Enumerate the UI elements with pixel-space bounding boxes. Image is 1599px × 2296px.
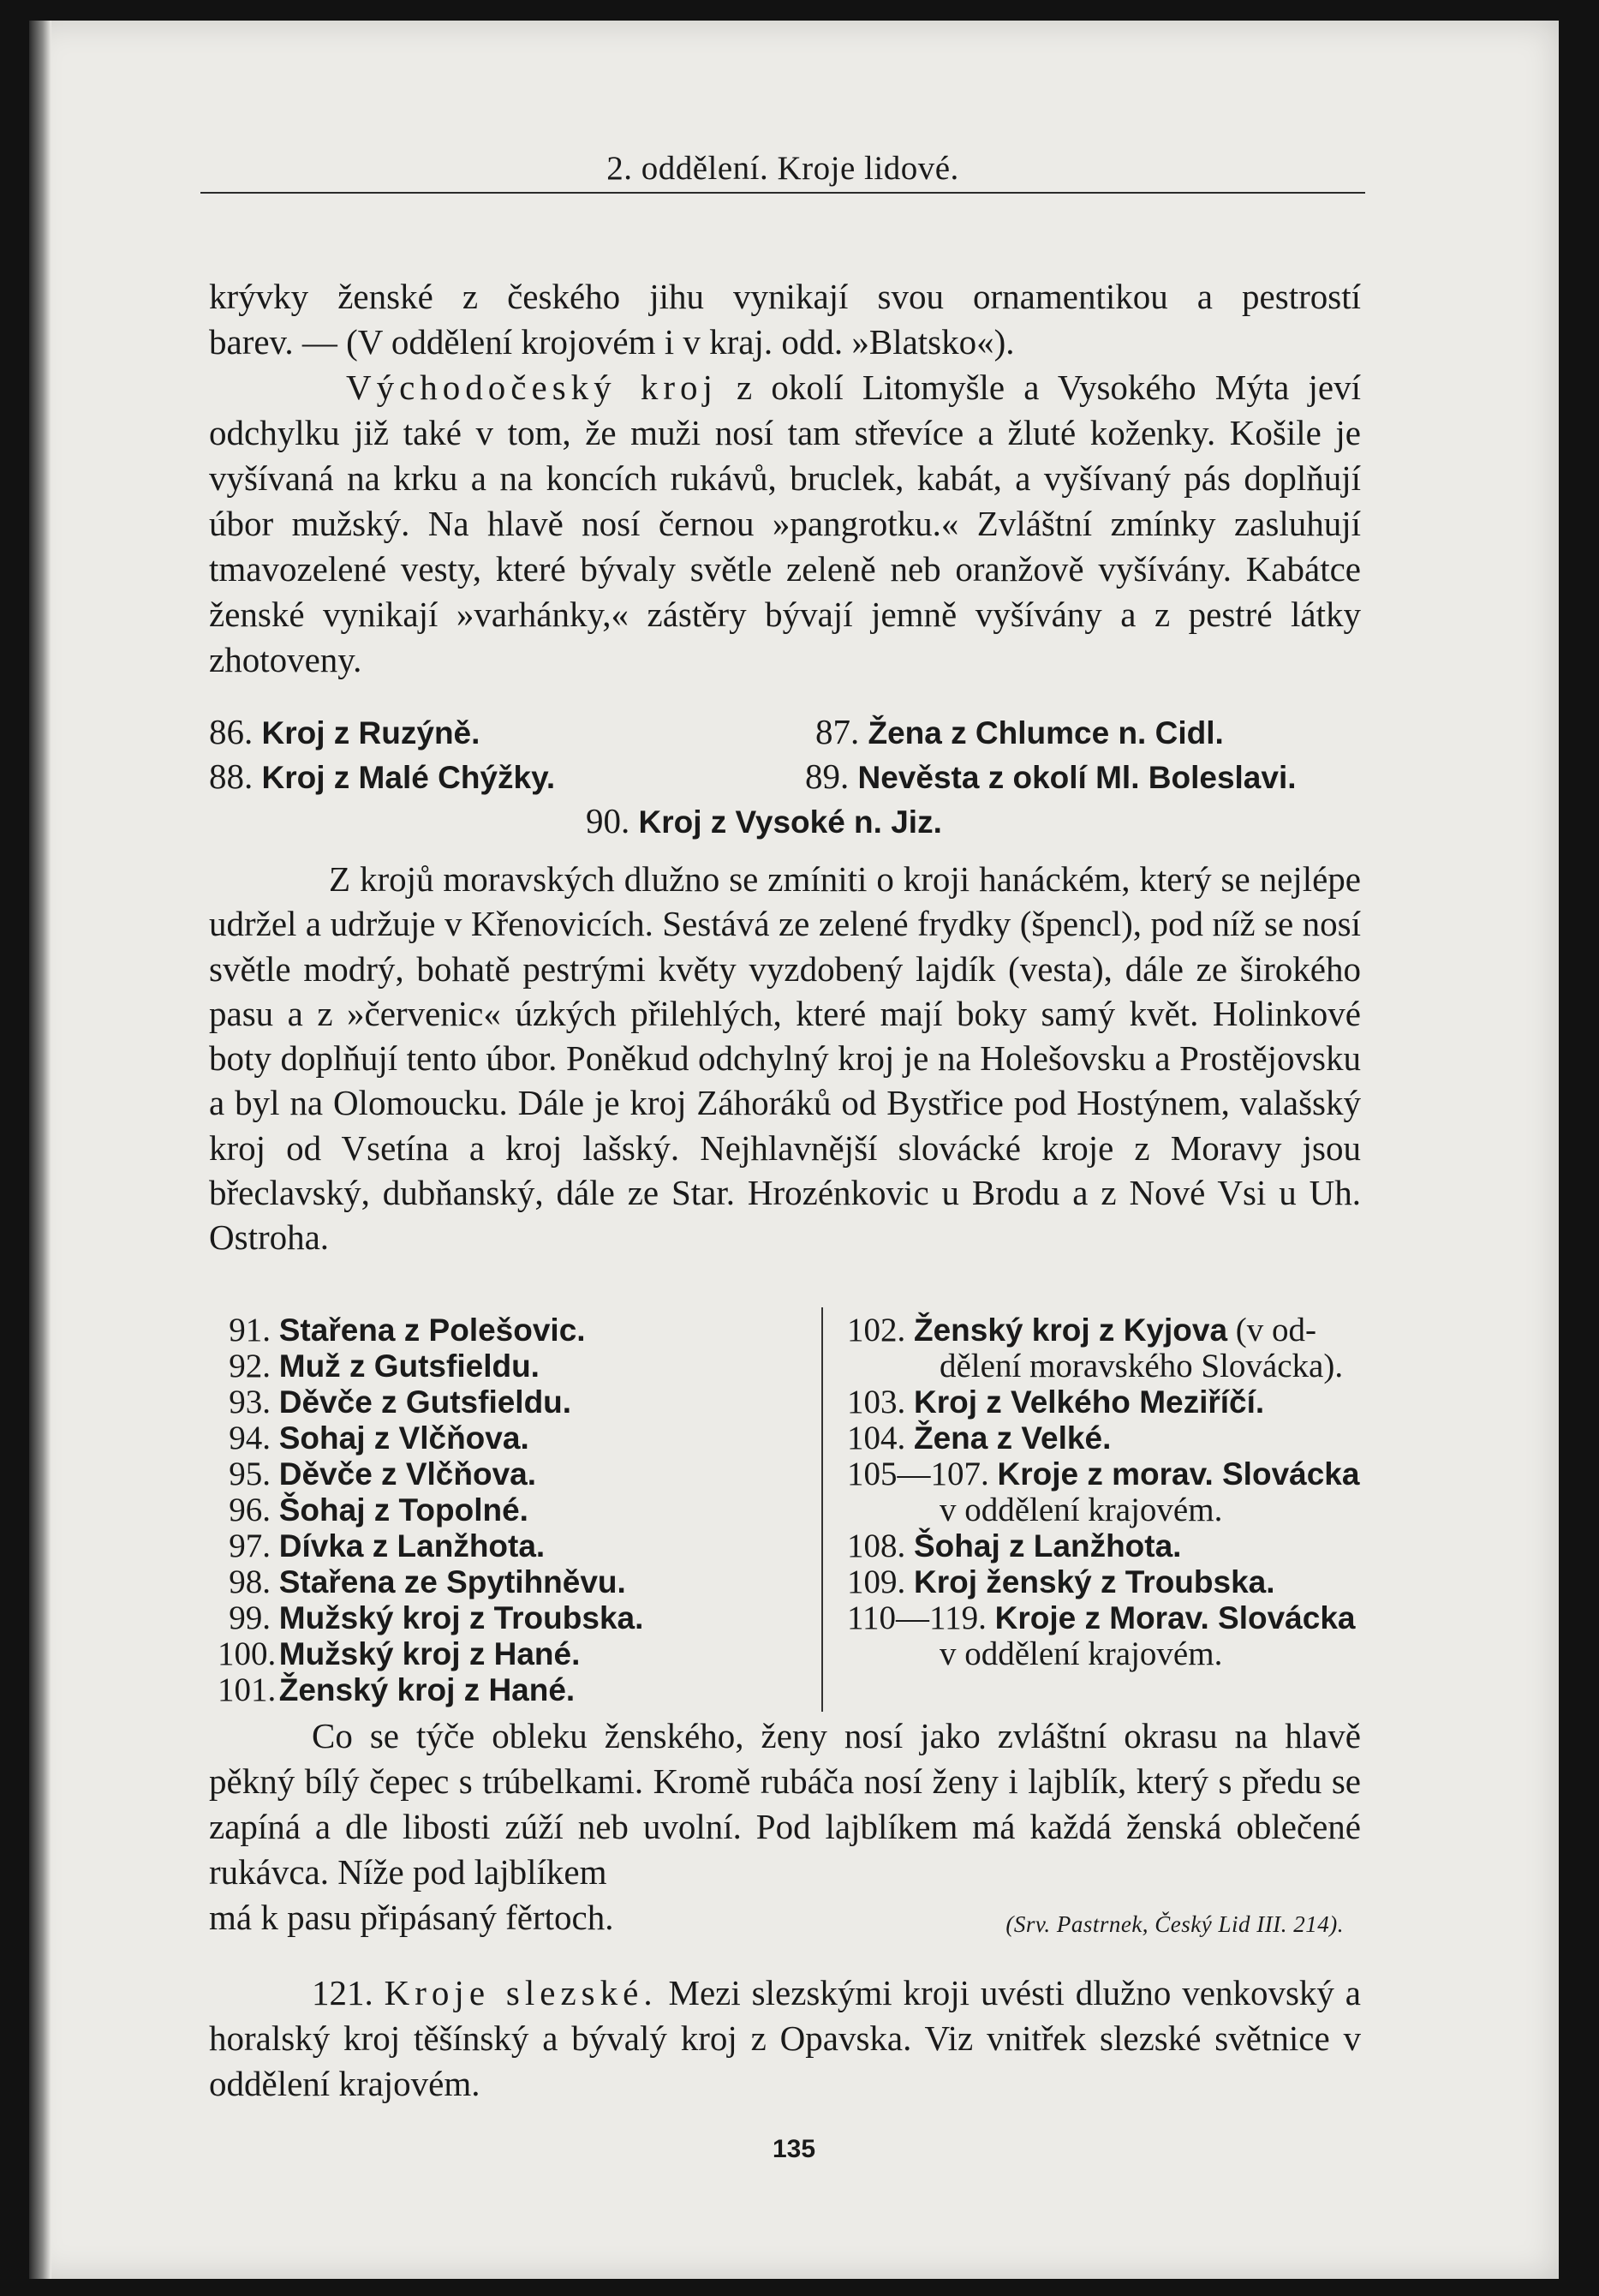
- figure-caption-90: 90. Kroj z Vysoké n. Jiz.: [586, 801, 942, 840]
- figure-caption-98: 98. Stařena ze Spytihněvu.: [229, 1564, 626, 1600]
- page-edge-shadow: [29, 21, 51, 2279]
- running-header: 2. oddělení. Kroje lidové.: [606, 150, 959, 187]
- header-rule: [200, 192, 1365, 194]
- figure-caption-99: 99. Mužský kroj z Troubska.: [229, 1599, 644, 1636]
- figure-caption-109: 109. Kroj ženský z Troubska.: [847, 1564, 1275, 1600]
- figure-caption-108: 108. Šohaj z Lanžhota.: [847, 1528, 1182, 1564]
- page: [29, 21, 1559, 2279]
- figure-caption-91: 91. Stařena z Polešovic.: [229, 1312, 586, 1348]
- paragraph-2: [209, 365, 1361, 683]
- figure-caption-95: 95. Děvče z Vlčňova.: [229, 1456, 537, 1492]
- paragraph-2-text: z okolí Litomyšle a Vysokého Mýta jeví odchylku již také v tom, že muži nosí tam střevíce a žluté koženky. Košile je vyšívaná na krku a na koncích rukávů, bruclek, kabát, a vyšívaný pás doplňují úbor mužský. Na hlavě nosí černou »pangrotku.« Zvláštní zmínky zasluhují tmavozelené vesty, které bývaly světle zeleně neb oranžově vyšívány. Kabátce ženské vynikají »varhánky,« zástěry bývají jemně vyšívány a z pestré látky zhotoveny.: [209, 368, 1361, 679]
- figure-caption-93: 93. Děvče z Gutsfieldu.: [229, 1384, 572, 1420]
- figure-list-left: [218, 1312, 643, 1708]
- page-number: 135: [772, 2135, 816, 2163]
- figure-caption-92: 92. Muž z Gutsfieldu.: [229, 1348, 540, 1384]
- paragraph-5: 121. Kroje slezské. Mezi slezskými kroji uvésti dlužno venkovský a horalský kroj těšínský a bývalý kroj z Opavska. Viz vnitřek slezské světnice v oddělení krajovém.: [209, 1973, 1362, 2103]
- paragraph-1-line-1: krývky ženské z českého jihu vynikají svou ornamentikou a pestrostí: [209, 277, 1361, 316]
- figure-caption-104: 104. Žena z Velké.: [847, 1420, 1112, 1456]
- column-divider: [821, 1307, 823, 1712]
- figure-caption-110-119-cont: v oddělení krajovém.: [940, 1635, 1223, 1672]
- figure-caption-86: 86. Kroj z Ruzýně.: [209, 712, 480, 751]
- paragraph-2-lead: Východočeský kroj: [346, 368, 718, 407]
- figure-caption-105-107-cont: v oddělení krajovém.: [940, 1492, 1223, 1528]
- figure-caption-105-107: 105—107. Kroje z morav. Slovácka: [847, 1456, 1360, 1492]
- citation: (Srv. Pastrnek, Český Lid III. 214).: [1005, 1911, 1344, 1937]
- paragraph-5-lead: Kroje slezské.: [384, 1973, 658, 2012]
- paragraph-1-line-2: barev. — (V oddělení krojovém i v kraj. odd. »Blatsko«).: [209, 322, 1015, 362]
- paragraph-1: [209, 274, 1361, 365]
- figure-caption-103: 103. Kroj z Velkého Meziříčí.: [847, 1384, 1265, 1420]
- figure-caption-94: 94. Sohaj z Vlčňova.: [229, 1420, 529, 1456]
- figure-caption-88: 88. Kroj z Malé Chýžky.: [209, 756, 556, 796]
- figure-caption-87: 87. Žena z Chlumce n. Cidl.: [815, 712, 1224, 751]
- figure-caption-102: 102. Ženský kroj z Kyjova (v od-: [847, 1312, 1317, 1348]
- paragraph-4: Co se týče obleku ženského, ženy nosí jako zvláštní okrasu na hlavě pěkný bílý čepec s trúbelkami. Kromě rubáča nosí ženy i lajblík, který s předu se zapíná a dle libosti zúží neb uvolní. Pod lajblíkem má každá ženská oblečené rukávca. Níže pod lajblíkem: [209, 1716, 1361, 1892]
- figure-caption-100: 100. Mužský kroj z Hané.: [218, 1635, 581, 1672]
- figure-caption-97: 97. Dívka z Lanžhota.: [229, 1528, 546, 1564]
- paragraph-3: Z krojů moravských dlužno se zmíniti o kroji hanáckém, který se nejlépe udržel a udržuje v Křenovicích. Sestává ze zelené frydky (špencl), pod níž se nosí světle modrý, bohatě pestrými květy vyzdobený lajdík (vesta), dále ze širokého pasu a z »červenic« úzkých přilehlých, které mají boky samý květ. Holinkové boty doplňují tento úbor. Poněkud odchylný kroj je na Holešovsku a Prostějovsku a byl na Olomoucku. Dále je kroj Záhoráků od Bystřice pod Hostýnem, valašský kroj od Vsetína a kroj lašský. Nejhlavnější slovácké kroje z Moravy jsou břeclavský, dubňanský, dále ze Star. Hrozénkovic u Brodu a z Nové Vsi u Uh. Ostroha.: [209, 859, 1361, 1258]
- figure-list-right: [847, 1312, 1359, 1672]
- figure-caption-110-119: 110—119. Kroje z Morav. Slovácka: [847, 1599, 1356, 1636]
- figure-caption-89: 89. Nevěsta z okolí Ml. Boleslavi.: [805, 756, 1297, 796]
- figure-caption-102-cont: dělení moravského Slovácka).: [940, 1348, 1344, 1384]
- figure-caption-96: 96. Šohaj z Topolné.: [229, 1492, 528, 1528]
- paragraph-4-last-line: má k pasu připásaný fěrtoch. (Srv. Pastrnek, Český Lid III. 214).: [209, 1895, 1361, 1940]
- figure-caption-101: 101. Ženský kroj z Hané.: [218, 1671, 576, 1708]
